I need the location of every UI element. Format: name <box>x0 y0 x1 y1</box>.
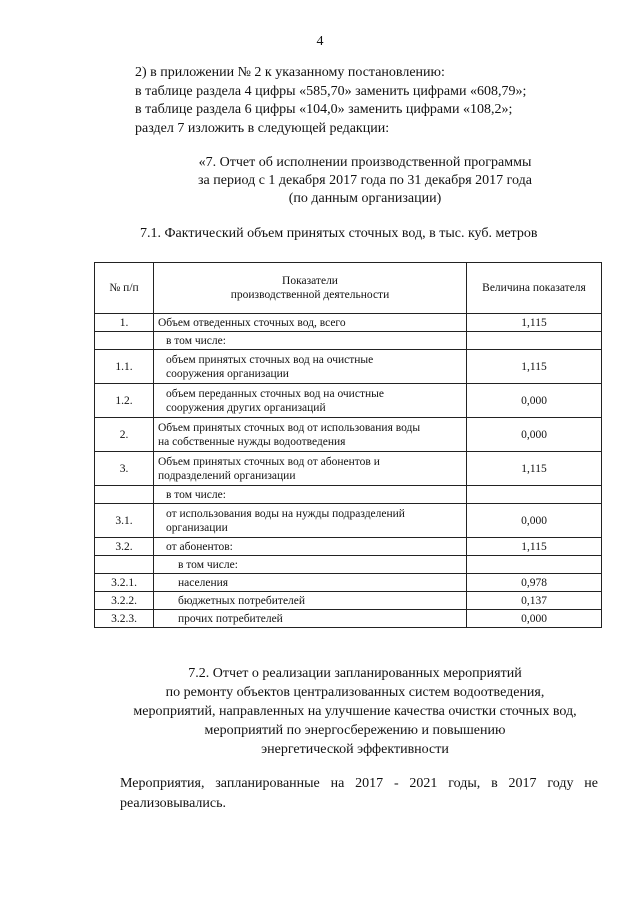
indicator-line: на собственные нужды водоотведения <box>158 435 346 448</box>
heading-line: мероприятий, направленных на улучшение качества очистки сточных вод, <box>133 704 577 719</box>
indicator-line: Объем принятых сточных вод от абонентов и <box>158 455 380 468</box>
row-value: 0,000 <box>467 384 602 418</box>
table-row <box>95 384 602 418</box>
row-number: 1.1. <box>95 350 154 384</box>
heading-line: по ремонту объектов централизованных систем водоотведения, <box>165 685 545 700</box>
heading-line: (по данным организации) <box>288 191 442 206</box>
row-value: 0,978 <box>467 574 602 592</box>
row-indicator <box>154 332 467 350</box>
row-number: 3.2.3. <box>95 610 154 628</box>
heading-line: «7. Отчет об исполнении производственной программы <box>198 155 532 170</box>
row-number <box>95 486 154 504</box>
section-7-heading <box>0 154 640 208</box>
table-row <box>95 332 602 350</box>
indicator-line: бюджетных потребителей <box>178 594 306 607</box>
row-indicator <box>154 556 467 574</box>
row-value: 0,000 <box>467 418 602 452</box>
indicator-line: Объем принятых сточных вод от использования воды <box>158 421 421 434</box>
heading-line: за период с 1 декабря 2017 года по 31 декабря 2017 года <box>198 173 532 188</box>
row-number: 1.2. <box>95 384 154 418</box>
table-row <box>95 538 602 556</box>
indicator-line: населения <box>178 576 229 589</box>
wastewater-volume-table <box>94 262 602 628</box>
row-indicator <box>154 486 467 504</box>
indicator-line: прочих потребителей <box>178 612 283 625</box>
row-indicator <box>154 418 467 452</box>
indicator-line: объем переданных сточных вод на очистные <box>166 387 384 400</box>
amendment-text <box>135 64 605 138</box>
indicator-line: от использования воды на нужды подразделений <box>166 507 405 520</box>
table-row <box>95 486 602 504</box>
amendment-line: 2) в приложении № 2 к указанному постановлению: <box>135 65 445 80</box>
row-value: 0,000 <box>467 610 602 628</box>
amendment-line: в таблице раздела 6 цифры «104,0» заменить цифрами «108,2»; <box>135 102 513 117</box>
column-header-indicator <box>154 263 467 314</box>
row-indicator <box>154 314 467 332</box>
table-row <box>95 504 602 538</box>
table-row <box>95 574 602 592</box>
row-number: 1. <box>95 314 154 332</box>
row-indicator <box>154 384 467 418</box>
section-71-title: 7.1. Фактический объем принятых сточных вод, в тыс. куб. метров <box>140 226 538 241</box>
row-number: 3. <box>95 452 154 486</box>
indicator-line: в том числе: <box>166 488 226 501</box>
row-value: 0,000 <box>467 504 602 538</box>
heading-line: энергетической эффективности <box>261 742 449 757</box>
table-row <box>95 556 602 574</box>
row-value: 0,137 <box>467 592 602 610</box>
row-indicator <box>154 574 467 592</box>
indicator-line: сооружения других организаций <box>166 401 326 414</box>
row-number <box>95 556 154 574</box>
indicator-line: в том числе: <box>178 558 238 571</box>
row-number: 3.2.1. <box>95 574 154 592</box>
column-header-number: № п/п <box>95 263 154 314</box>
indicator-line: объем принятых сточных вод на очистные <box>166 353 374 366</box>
row-value <box>467 332 602 350</box>
row-value: 1,115 <box>467 350 602 384</box>
table-header-row <box>95 263 602 314</box>
row-number: 2. <box>95 418 154 452</box>
table-row <box>95 610 602 628</box>
amendment-line: раздел 7 изложить в следующей редакции: <box>135 120 390 136</box>
indicator-line: организации <box>166 521 228 534</box>
row-indicator <box>154 538 467 556</box>
column-header-value: Величина показателя <box>467 263 602 314</box>
section-72-heading <box>0 664 640 759</box>
row-number: 3.2. <box>95 538 154 556</box>
row-value: 1,115 <box>467 314 602 332</box>
amendment-line: в таблице раздела 4 цифры «585,70» заменить цифрами «608,79»; <box>135 83 527 99</box>
heading-line: мероприятий по энергосбережению и повышению <box>204 723 506 738</box>
row-indicator <box>154 592 467 610</box>
row-value: 1,115 <box>467 452 602 486</box>
row-value <box>467 486 602 504</box>
table-row <box>95 592 602 610</box>
row-value <box>467 556 602 574</box>
header-line: Показатели <box>282 275 338 287</box>
row-indicator <box>154 504 467 538</box>
closing-paragraph: Мероприятия, запланированные на 2017 - 2021 годы, в 2017 году не реализовывались. <box>120 776 598 811</box>
table-body <box>95 314 602 628</box>
row-indicator <box>154 610 467 628</box>
row-number: 3.1. <box>95 504 154 538</box>
table-row <box>95 350 602 384</box>
row-indicator <box>154 452 467 486</box>
indicator-line: от абонентов: <box>166 540 233 553</box>
row-value: 1,115 <box>467 538 602 556</box>
indicator-line: сооружения организации <box>166 367 289 380</box>
indicator-line: Объем отведенных сточных вод, всего <box>158 316 346 329</box>
indicator-line: в том числе: <box>166 334 226 347</box>
row-indicator <box>154 350 467 384</box>
row-number <box>95 332 154 350</box>
table-row <box>95 452 602 486</box>
page-number: 4 <box>316 34 324 49</box>
table-row <box>95 418 602 452</box>
header-line: производственной деятельности <box>230 289 390 301</box>
row-number: 3.2.2. <box>95 592 154 610</box>
table-row <box>95 314 602 332</box>
heading-line: 7.2. Отчет о реализации запланированных мероприятий <box>188 666 522 681</box>
indicator-line: подразделений организации <box>158 469 296 482</box>
